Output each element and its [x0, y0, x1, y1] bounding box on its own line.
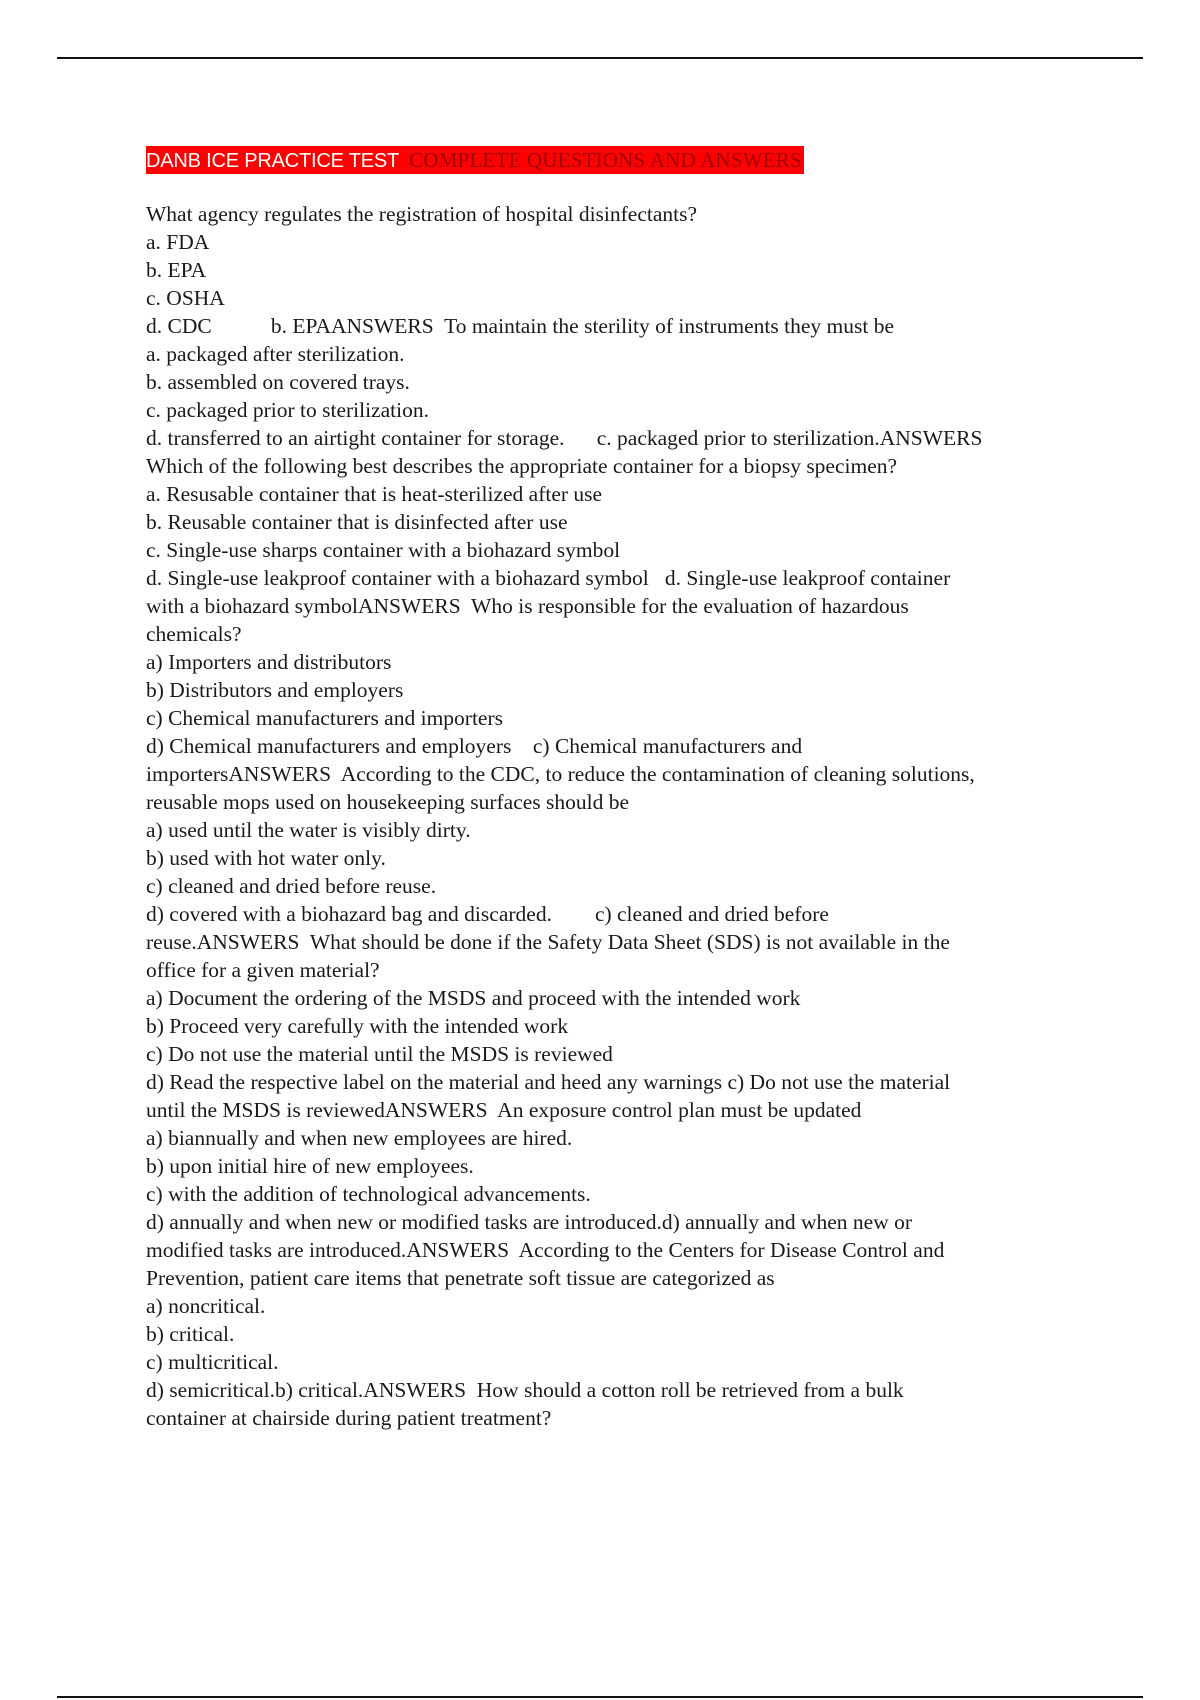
text-line: c) Do not use the material until the MSDS is reviewed [146, 1042, 613, 1066]
text-line: b. assembled on covered trays. [146, 370, 410, 394]
text-line: c. Single-use sharps container with a biohazard symbol [146, 538, 621, 562]
top-rule [57, 57, 1143, 59]
text-line: reusable mops used on housekeeping surfaces should be [146, 790, 630, 814]
text-line: b) critical. [146, 1322, 235, 1346]
text-line: chemicals? [146, 622, 242, 646]
text-line: b) used with hot water only. [146, 846, 386, 870]
text-line: with a biohazard symbolANSWERS Who is responsible for the evaluation of hazardous [146, 594, 909, 618]
title-part-1: DANB ICE PRACTICE TEST [146, 150, 400, 172]
text-line: c. packaged prior to sterilization. [146, 398, 429, 422]
text-line: a. packaged after sterilization. [146, 342, 405, 366]
text-line: d) semicritical.b) critical.ANSWERS How should a cotton roll be retrieved from a bulk [146, 1378, 904, 1402]
text-line: a) used until the water is visibly dirty. [146, 818, 471, 842]
text-line: c. OSHA [146, 286, 225, 310]
text-line: a. FDA [146, 230, 210, 254]
text-line: Which of the following best describes the appropriate container for a biopsy specimen? [146, 454, 898, 478]
text-line: Prevention, patient care items that penetrate soft tissue are categorized as [146, 1266, 775, 1290]
text-line: d. Single-use leakproof container with a biohazard symbol d. Single-use leakproof container [146, 566, 951, 590]
bottom-rule [57, 1696, 1143, 1698]
question-text [146, 200, 1146, 1432]
text-line: c) Chemical manufacturers and importers [146, 706, 503, 730]
text-line: b. Reusable container that is disinfected after use [146, 510, 568, 534]
text-line: a. Resusable container that is heat-sterilized after use [146, 482, 603, 506]
text-line: reuse.ANSWERS What should be done if the Safety Data Sheet (SDS) is not available in the [146, 930, 950, 954]
text-line: until the MSDS is reviewedANSWERS An exposure control plan must be updated [146, 1098, 862, 1122]
document-content [146, 146, 1146, 1432]
document-title [146, 146, 804, 174]
text-line: b) Distributors and employers [146, 678, 404, 702]
text-line: a) noncritical. [146, 1294, 266, 1318]
text-line: a) Importers and distributors [146, 650, 392, 674]
text-line: b) upon initial hire of new employees. [146, 1154, 474, 1178]
text-line: b) Proceed very carefully with the intended work [146, 1014, 569, 1038]
text-line: d) annually and when new or modified tasks are introduced.d) annually and when new or [146, 1210, 913, 1234]
text-line: d. CDC b. EPAANSWERS To maintain the sterility of instruments they must be [146, 314, 894, 338]
text-line: modified tasks are introduced.ANSWERS According to the Centers for Disease Control and [146, 1238, 945, 1262]
text-line: a) biannually and when new employees are hired. [146, 1126, 573, 1150]
text-line: c) cleaned and dried before reuse. [146, 874, 437, 898]
title-part-2: COMPLETE QUESTIONS AND ANSWERS [409, 148, 802, 172]
text-line: c) with the addition of technological advancements. [146, 1182, 591, 1206]
text-line: a) Document the ordering of the MSDS and proceed with the intended work [146, 986, 801, 1010]
text-line: d. transferred to an airtight container for storage. c. packaged prior to sterilization.ANSWERS [146, 426, 983, 450]
text-line: container at chairside during patient treatment? [146, 1406, 552, 1430]
text-line: d) Chemical manufacturers and employers c) Chemical manufacturers and [146, 734, 803, 758]
text-line: b. EPA [146, 258, 207, 282]
text-line: c) multicritical. [146, 1350, 279, 1374]
text-line: office for a given material? [146, 958, 380, 982]
text-line: importersANSWERS According to the CDC, to reduce the contamination of cleaning solutions, [146, 762, 975, 786]
text-line: d) Read the respective label on the material and heed any warnings c) Do not use the material [146, 1070, 951, 1094]
text-line: What agency regulates the registration of hospital disinfectants? [146, 202, 698, 226]
text-line: d) covered with a biohazard bag and discarded. c) cleaned and dried before [146, 902, 829, 926]
